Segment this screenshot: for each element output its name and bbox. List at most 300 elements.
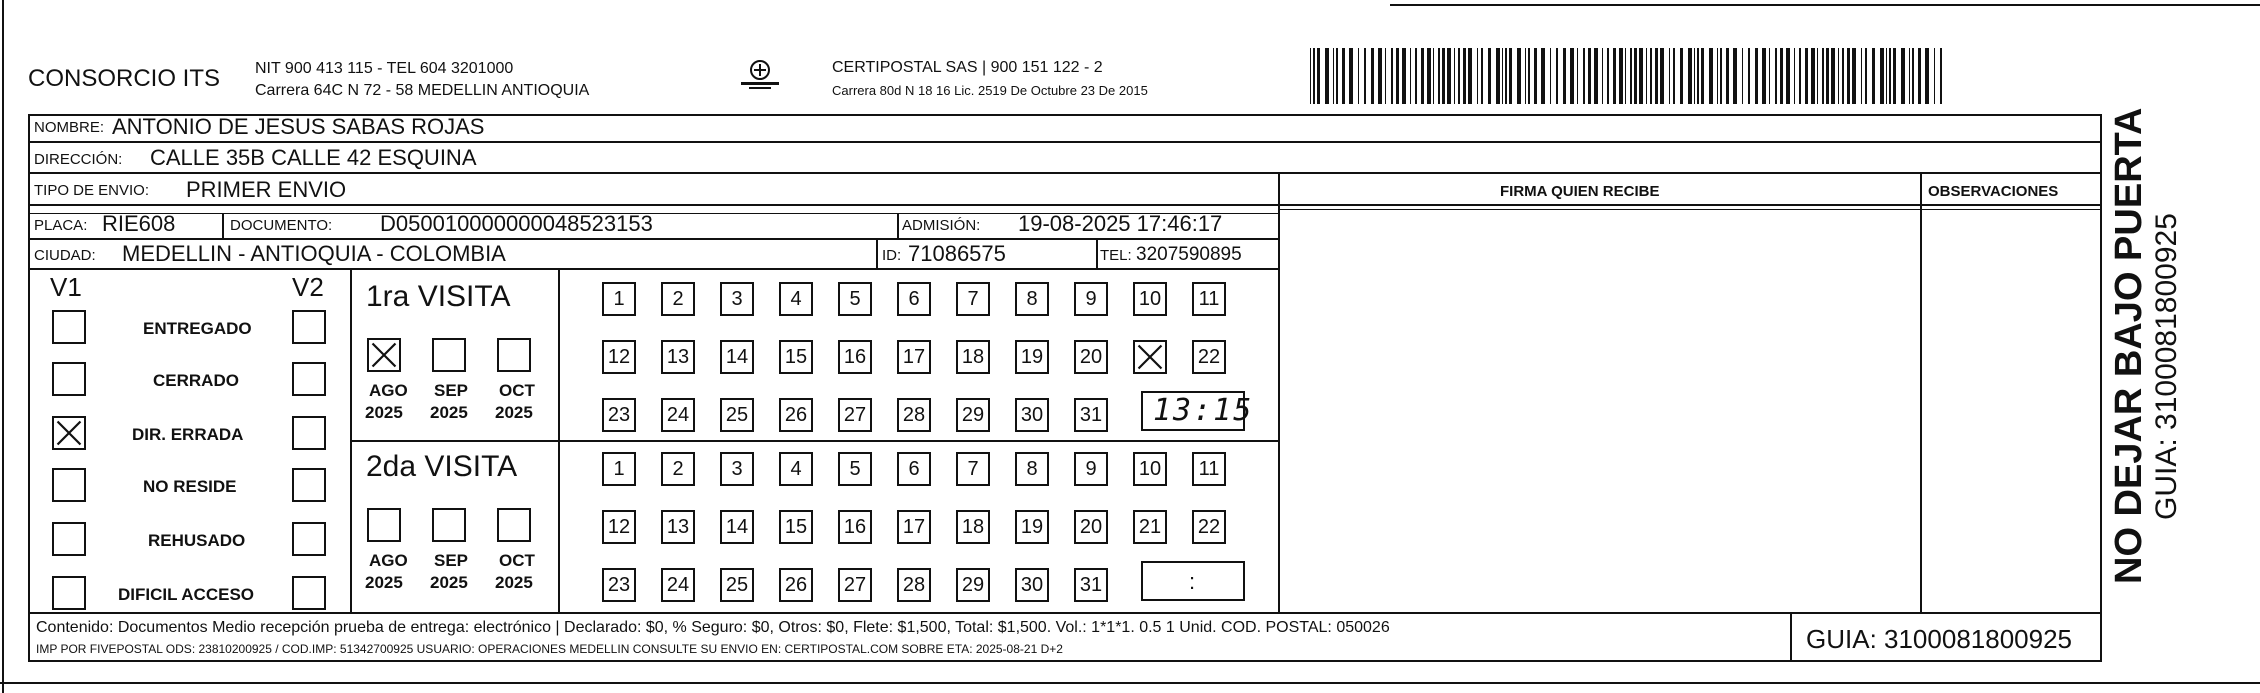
visit2-day-number: 24 xyxy=(666,573,690,596)
barcode-bar xyxy=(1358,48,1359,104)
scan-top-line xyxy=(1390,4,2260,6)
barcode-bar xyxy=(1780,48,1783,104)
status-v2-checkbox[interactable] xyxy=(292,416,326,450)
visit1-day-number: 18 xyxy=(961,345,985,368)
barcode-bar xyxy=(1550,48,1551,104)
company-nit: NIT 900 413 115 - TEL 604 3201000 xyxy=(255,60,514,77)
visit2-day-box[interactable] xyxy=(897,452,931,486)
visit2-day-box[interactable] xyxy=(1015,510,1049,544)
barcode-bar xyxy=(1588,48,1591,104)
barcode-bar xyxy=(1563,48,1566,104)
footer-print-info: IMP POR FIVEPOSTAL ODS: 23810200925 / COD.IMP: 51342700925 USUARIO: OPERACIONES MEDELLIN CONSULTE SU ENVIO EN: CERTIPOSTAL.COM SOBRE ETA: 2025-08-21 D+2 xyxy=(36,642,1063,656)
status-v1-checkbox[interactable] xyxy=(52,576,86,610)
barcode-bar xyxy=(1415,48,1417,104)
visit1-day-box[interactable] xyxy=(1015,282,1049,316)
visit1-day-number: 30 xyxy=(1020,403,1044,426)
visit1-day-number: 1 xyxy=(613,287,625,310)
visit1-day-number: 19 xyxy=(1020,345,1044,368)
visit2-day-box[interactable] xyxy=(779,510,813,544)
visit2-day-number: 11 xyxy=(1198,457,1220,480)
visit1-day-box[interactable] xyxy=(1015,398,1049,432)
barcode-bar xyxy=(1421,48,1424,104)
visit1-day-box[interactable] xyxy=(1015,340,1049,374)
barcode-bar xyxy=(1410,48,1411,104)
visit1-title: 1ra VISITA xyxy=(366,280,511,313)
visit2-month-label: OCT xyxy=(499,551,535,570)
barcode-bar xyxy=(1697,48,1699,104)
visit1-day-number: 15 xyxy=(784,345,808,368)
visit2-day-box[interactable] xyxy=(1192,452,1226,486)
visit2-day-number: 19 xyxy=(1020,515,1044,538)
visit1-day-number: 11 xyxy=(1198,287,1220,310)
visit2-day-box[interactable] xyxy=(779,452,813,486)
barcode-bar xyxy=(1496,48,1500,104)
visit1-day-box[interactable] xyxy=(1133,282,1167,316)
visit2-day-box[interactable] xyxy=(1015,452,1049,486)
barcode-bar xyxy=(1517,48,1521,104)
visit2-day-number: 5 xyxy=(849,457,861,480)
visit2-month-checkbox[interactable] xyxy=(367,508,401,542)
barcode-bar xyxy=(1336,48,1338,104)
visit1-day-number: 23 xyxy=(607,403,631,426)
visit2-day-number: 23 xyxy=(607,573,631,596)
visit2-day-number: 4 xyxy=(790,457,802,480)
admision-value: 19-08-2025 17:46:17 xyxy=(1018,211,1223,236)
visit1-day-number: 29 xyxy=(961,403,985,426)
scan-bottom-line xyxy=(0,682,2260,684)
direccion-label: DIRECCIÓN: xyxy=(34,151,123,168)
status-v1-checkbox[interactable] xyxy=(52,522,86,556)
visit1-day-number: 14 xyxy=(725,345,749,368)
visit2-day-box[interactable] xyxy=(661,568,695,602)
barcode-bar xyxy=(1748,48,1750,104)
visit2-day-number: 29 xyxy=(961,573,985,596)
col-line xyxy=(897,213,899,238)
barcode-bar xyxy=(1505,48,1507,104)
visit2-day-number: 15 xyxy=(784,515,808,538)
visit2-day-number: 1 xyxy=(613,457,625,480)
barcode-bar xyxy=(1556,48,1558,104)
status-v2-checkbox[interactable] xyxy=(292,362,326,396)
visit1-day-number: 20 xyxy=(1079,345,1103,368)
placa-label: PLACA: xyxy=(34,217,88,234)
barcode xyxy=(1310,48,1950,104)
visit2-day-box[interactable] xyxy=(838,510,872,544)
visit2-year-label: 2025 xyxy=(495,573,533,592)
barcode-bar xyxy=(1634,48,1637,104)
barcode-bar xyxy=(1673,48,1675,104)
barcode-bar xyxy=(1458,48,1460,104)
barcode-bar xyxy=(1852,48,1856,104)
barcode-bar xyxy=(1822,48,1824,104)
visit2-day-box[interactable] xyxy=(1074,510,1108,544)
status-v1-checkbox[interactable] xyxy=(52,310,86,344)
barcode-bar xyxy=(1317,48,1320,104)
barcode-bar xyxy=(1842,48,1844,104)
visit1-day-number: 25 xyxy=(725,403,749,426)
barcode-bar xyxy=(1680,48,1683,104)
barcode-bar xyxy=(1391,48,1393,104)
footer-guia: GUIA: 3100081800925 xyxy=(1806,624,2072,654)
barcode-bar xyxy=(1912,48,1914,104)
visit2-day-box[interactable] xyxy=(779,568,813,602)
visit1-day-number: 5 xyxy=(849,287,861,310)
barcode-bar xyxy=(1861,48,1862,104)
barcode-bar xyxy=(1762,48,1766,104)
barcode-bar xyxy=(1639,48,1643,104)
visit1-day-number: 8 xyxy=(1026,287,1038,310)
visit1-time: 13:15 xyxy=(1153,393,1254,428)
barcode-bar xyxy=(1688,48,1692,104)
visit1-year-label: 2025 xyxy=(430,403,468,422)
visit2-day-box[interactable] xyxy=(661,510,695,544)
visit2-day-number: 30 xyxy=(1020,573,1044,596)
barcode-bar xyxy=(1607,48,1609,104)
visit1-day-box[interactable] xyxy=(1074,282,1108,316)
visit2-title: 2da VISITA xyxy=(366,450,518,483)
visit1-day-box[interactable] xyxy=(838,340,872,374)
barcode-bar xyxy=(1893,48,1896,104)
tel-value: 3207590895 xyxy=(1136,244,1242,265)
visit1-day-box[interactable] xyxy=(1192,282,1226,316)
barcode-bar xyxy=(1630,48,1632,104)
status-v1-checkbox[interactable] xyxy=(52,416,86,450)
visit1-day-number: 13 xyxy=(666,345,690,368)
barcode-bar xyxy=(1918,48,1921,104)
visit1-year-label: 2025 xyxy=(495,403,533,422)
status-v2-checkbox[interactable] xyxy=(292,310,326,344)
status-v2-checkbox[interactable] xyxy=(292,522,326,556)
visit1-day-box[interactable] xyxy=(602,398,636,432)
ciudad-label: CIUDAD: xyxy=(34,247,96,264)
col-line xyxy=(876,238,878,268)
visit1-day-box[interactable] xyxy=(838,398,872,432)
barcode-bar xyxy=(1349,48,1353,104)
nombre-value: ANTONIO DE JESUS SABAS ROJAS xyxy=(112,114,485,139)
barcode-bar xyxy=(1468,48,1472,104)
barcode-bar xyxy=(1880,48,1884,104)
barcode-bar xyxy=(1726,48,1729,104)
barcode-bar xyxy=(1805,48,1808,104)
visit2-day-box[interactable] xyxy=(1074,452,1108,486)
visit1-day-number: 31 xyxy=(1079,403,1103,426)
barcode-bar xyxy=(1463,48,1466,104)
visit1-day-box[interactable] xyxy=(956,398,990,432)
barcode-bar xyxy=(1742,48,1743,104)
visit1-day-box[interactable] xyxy=(779,398,813,432)
visit2-day-number: 7 xyxy=(967,457,979,480)
barcode-bar xyxy=(1909,48,1910,104)
row-line xyxy=(28,268,1278,270)
barcode-bar xyxy=(1872,48,1875,104)
visit2-day-number: 22 xyxy=(1197,515,1221,538)
barcode-bar xyxy=(1325,48,1329,104)
tipo-label: TIPO DE ENVIO: xyxy=(34,182,150,199)
barcode-bar xyxy=(1427,48,1431,104)
carrier-address: Carrera 80d N 18 16 Lic. 2519 De Octubre 23 De 2015 xyxy=(832,83,1148,98)
col-line xyxy=(1096,238,1098,268)
visit2-day-box[interactable] xyxy=(720,510,754,544)
visit1-month-checkbox[interactable] xyxy=(432,338,466,372)
col-line xyxy=(1790,612,1792,662)
status-label: DIFICIL ACCESO xyxy=(118,585,255,604)
visit2-day-number: 14 xyxy=(725,515,749,538)
visit2-day-box[interactable] xyxy=(956,452,990,486)
barcode-bar xyxy=(1775,48,1777,104)
visit1-day-number: 27 xyxy=(843,403,867,426)
visit2-day-box[interactable] xyxy=(838,452,872,486)
visit1-day-box[interactable] xyxy=(956,282,990,316)
visit1-year-label: 2025 xyxy=(365,403,403,422)
barcode-bar xyxy=(1613,48,1616,104)
barcode-bar xyxy=(1847,48,1850,104)
visit1-day-box[interactable] xyxy=(602,340,636,374)
barcode-bar xyxy=(1625,48,1626,104)
scan-left-line xyxy=(2,0,4,693)
visit2-day-box[interactable] xyxy=(1074,568,1108,602)
barcode-bar xyxy=(1769,48,1770,104)
visit2-day-box[interactable] xyxy=(897,568,931,602)
visit1-day-number: 9 xyxy=(1085,287,1097,310)
barcode-bar xyxy=(1826,48,1829,104)
visit1-month-label: SEP xyxy=(434,381,469,400)
side-guia: GUIA: 3100081800925 xyxy=(2150,213,2183,520)
barcode-bar xyxy=(1477,48,1478,104)
barcode-bar xyxy=(1934,48,1935,104)
visit1-day-box[interactable] xyxy=(897,340,931,374)
barcode-bar xyxy=(1577,48,1578,104)
barcode-bar xyxy=(1709,48,1713,104)
barcode-bar xyxy=(1733,48,1737,104)
visit2-day-box[interactable] xyxy=(602,452,636,486)
visit2-day-number: 8 xyxy=(1026,457,1038,480)
footer-content: Contenido: Documentos Medio recepción prueba de entrega: electrónico | Declarado: $0, % Seguro: $0, Otros: $0, Flete: $1,500, Total: $1,500. Vol.: 1*1*1. 0.5 1 Unid. COD. POSTAL: 050026 xyxy=(36,619,1390,636)
visit2-day-number: 20 xyxy=(1079,515,1103,538)
visit1-day-number: 16 xyxy=(843,345,867,368)
barcode-bar xyxy=(1901,48,1905,104)
visit1-month-checkbox[interactable] xyxy=(367,338,401,372)
row-line xyxy=(350,440,1278,442)
visit2-day-box[interactable] xyxy=(1133,510,1167,544)
visit2-day-number: 18 xyxy=(961,515,985,538)
visit2-day-number: 9 xyxy=(1085,457,1097,480)
documento-label: DOCUMENTO: xyxy=(230,217,333,234)
visit2-day-box[interactable] xyxy=(661,452,695,486)
visit1-day-box[interactable] xyxy=(1074,340,1108,374)
barcode-bar xyxy=(1509,48,1512,104)
barcode-bar xyxy=(1364,48,1366,104)
visit1-day-box[interactable] xyxy=(1192,340,1226,374)
ciudad-value: MEDELLIN - ANTIOQUIA - COLOMBIA xyxy=(122,241,506,266)
visit1-day-box[interactable] xyxy=(1133,340,1167,374)
visit2-time: : xyxy=(1189,569,1196,594)
visit2-day-box[interactable] xyxy=(720,568,754,602)
barcode-bar xyxy=(1313,48,1315,104)
barcode-bar xyxy=(1831,48,1835,104)
visit1-day-number: 26 xyxy=(784,403,808,426)
barcode-bar xyxy=(1799,48,1801,104)
visit1-day-number: 7 xyxy=(967,287,979,310)
visit2-day-number: 3 xyxy=(731,457,743,480)
visit1-day-box[interactable] xyxy=(779,340,813,374)
barcode-bar xyxy=(1786,48,1790,104)
barcode-bar xyxy=(1838,48,1839,104)
barcode-bar xyxy=(1694,48,1695,104)
visit2-month-label: AGO xyxy=(369,551,408,570)
barcode-bar xyxy=(1433,48,1434,104)
visit1-day-box[interactable] xyxy=(897,282,931,316)
barcode-bar xyxy=(1650,48,1652,104)
row-line xyxy=(28,204,2102,206)
barcode-bar xyxy=(1886,48,1887,104)
visit1-day-box[interactable] xyxy=(838,282,872,316)
barcode-bar xyxy=(1402,48,1406,104)
barcode-bar xyxy=(1594,48,1598,104)
visit1-day-box[interactable] xyxy=(956,340,990,374)
visit1-day-number: 12 xyxy=(607,345,631,368)
placa-value: RIE608 xyxy=(102,211,176,236)
status-v2-checkbox[interactable] xyxy=(292,576,326,610)
id-value: 71086575 xyxy=(908,241,1006,266)
barcode-bar xyxy=(1481,48,1483,104)
visit1-day-box[interactable] xyxy=(720,340,754,374)
visit1-month-label: OCT xyxy=(499,381,535,400)
visit2-day-box[interactable] xyxy=(897,510,931,544)
status-v1-checkbox[interactable] xyxy=(52,468,86,502)
barcode-bar xyxy=(1310,48,1311,104)
visit1-day-number: 3 xyxy=(731,287,743,310)
visit2-time-box[interactable] xyxy=(1141,561,1245,601)
visit2-day-box[interactable] xyxy=(1192,510,1226,544)
id-label: ID: xyxy=(882,247,902,264)
row-line xyxy=(28,238,1278,240)
visit1-day-box[interactable] xyxy=(661,340,695,374)
admision-label: ADMISIÓN: xyxy=(902,217,981,234)
v1-label: V1 xyxy=(50,272,82,302)
barcode-bar xyxy=(1655,48,1658,104)
barcode-bar xyxy=(1333,48,1334,104)
visit1-day-number: 17 xyxy=(902,345,926,368)
barcode-bar xyxy=(1534,48,1537,104)
barcode-bar xyxy=(1940,48,1942,104)
visit2-day-number: 10 xyxy=(1138,457,1162,480)
barcode-bar xyxy=(1669,48,1670,104)
barcode-bar xyxy=(1889,48,1891,104)
barcode-bar xyxy=(1602,48,1603,104)
visit1-day-number: 24 xyxy=(666,403,690,426)
documento-value: D050010000000048523153 xyxy=(380,211,653,236)
barcode-bar xyxy=(1454,48,1455,104)
visit2-day-number: 27 xyxy=(843,573,867,596)
visit1-time-box[interactable] xyxy=(1141,391,1254,431)
barcode-bar xyxy=(1502,48,1503,104)
col-line xyxy=(1278,172,1280,612)
visit1-day-box[interactable] xyxy=(661,282,695,316)
visit1-month-label: AGO xyxy=(369,381,408,400)
tipo-value: PRIMER ENVIO xyxy=(186,177,347,202)
visit2-day-number: 21 xyxy=(1138,515,1162,538)
barcode-bar xyxy=(1385,48,1386,104)
barcode-bar xyxy=(1525,48,1526,104)
visit1-day-number: 4 xyxy=(790,287,802,310)
visit2-month-checkbox[interactable] xyxy=(432,508,466,542)
visit2-day-box[interactable] xyxy=(720,452,754,486)
visit2-day-number: 17 xyxy=(902,515,926,538)
barcode-bar xyxy=(1646,48,1647,104)
visit1-day-number: 10 xyxy=(1138,287,1162,310)
visit2-day-number: 2 xyxy=(672,457,684,480)
barcode-bar xyxy=(1817,48,1818,104)
visit2-day-box[interactable] xyxy=(956,568,990,602)
barcode-bar xyxy=(1720,48,1722,104)
row-line xyxy=(28,172,2102,174)
barcode-bar xyxy=(1528,48,1530,104)
visit2-day-box[interactable] xyxy=(1015,568,1049,602)
barcode-bar xyxy=(1583,48,1585,104)
visit1-day-box[interactable] xyxy=(602,282,636,316)
visit2-year-label: 2025 xyxy=(365,573,403,592)
visit1-day-number: 22 xyxy=(1197,345,1221,368)
certipostal-logo xyxy=(735,58,785,92)
status-v1-checkbox[interactable] xyxy=(52,362,86,396)
barcode-bar xyxy=(1442,48,1445,104)
barcode-bar xyxy=(1371,48,1374,104)
visit2-month-checkbox[interactable] xyxy=(497,508,531,542)
visit2-day-box[interactable] xyxy=(838,568,872,602)
visit1-day-box[interactable] xyxy=(1074,398,1108,432)
visit2-day-box[interactable] xyxy=(1133,452,1167,486)
col-line xyxy=(350,268,352,612)
visit2-day-box[interactable] xyxy=(956,510,990,544)
visit2-day-number: 28 xyxy=(902,573,926,596)
nombre-label: NOMBRE: xyxy=(34,119,105,136)
barcode-bar xyxy=(1865,48,1867,104)
visit2-day-number: 12 xyxy=(607,515,631,538)
status-v2-checkbox[interactable] xyxy=(292,468,326,502)
visit2-day-number: 31 xyxy=(1079,573,1103,596)
visit2-day-number: 16 xyxy=(843,515,867,538)
barcode-bar xyxy=(1811,48,1815,104)
visit2-day-box[interactable] xyxy=(602,510,636,544)
visit2-month-label: SEP xyxy=(434,551,469,570)
barcode-bar xyxy=(1619,48,1623,104)
visit1-day-box[interactable] xyxy=(720,282,754,316)
visit2-year-label: 2025 xyxy=(430,573,468,592)
barcode-bar xyxy=(1660,48,1664,104)
visit1-day-box[interactable] xyxy=(779,282,813,316)
visit2-day-box[interactable] xyxy=(602,568,636,602)
visit1-day-number: 6 xyxy=(908,287,920,310)
barcode-bar xyxy=(1541,48,1545,104)
visit1-day-number: 28 xyxy=(902,403,926,426)
col-line xyxy=(222,213,224,238)
tel-label: TEL: xyxy=(1100,247,1132,264)
firma-header: FIRMA QUIEN RECIBE xyxy=(1500,183,1660,200)
visit1-day-box[interactable] xyxy=(720,398,754,432)
visit1-month-checkbox[interactable] xyxy=(497,338,531,372)
barcode-bar xyxy=(1447,48,1451,104)
barcode-bar xyxy=(1488,48,1491,104)
barcode-bar xyxy=(1755,48,1758,104)
visit1-day-number: 2 xyxy=(672,287,684,310)
barcode-bar xyxy=(1717,48,1718,104)
barcode-bar xyxy=(1342,48,1345,104)
row-line xyxy=(1278,209,2102,210)
company-name: CONSORCIO ITS xyxy=(28,65,221,92)
v2-label: V2 xyxy=(292,272,324,302)
visit1-day-box[interactable] xyxy=(661,398,695,432)
visit1-day-box[interactable] xyxy=(897,398,931,432)
